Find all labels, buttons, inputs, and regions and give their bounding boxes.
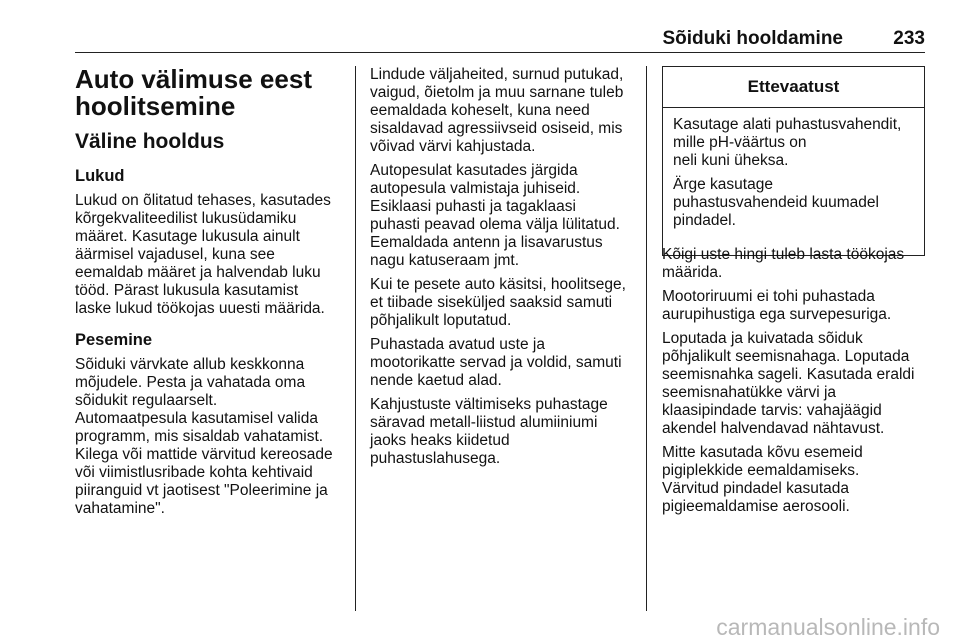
text-line: Lukud on õlitatud tehases, kasutades: [75, 192, 331, 209]
text-line: Kilega või mattide värvitud kereosade: [75, 446, 333, 463]
page-number: 233: [893, 28, 925, 49]
text-line: mille pH-väärtus on: [673, 134, 807, 151]
text-line: neli kuni üheksa.: [673, 152, 789, 169]
section-heading-exterior: Väline hooldus: [75, 130, 225, 153]
text-line: tööd. Pärast lukusula kasutamist: [75, 282, 299, 299]
text-line: Mootoriruumi ei tohi puhastada: [662, 288, 875, 305]
text-line: Kahjustuste vältimiseks puhastage: [370, 396, 608, 413]
paragraph: [673, 116, 914, 170]
text-line: Kasutage alati puhastusvahendit,: [673, 116, 902, 133]
text-line: akendel halvendavad nähtavust.: [662, 420, 885, 437]
paragraph: [370, 396, 640, 468]
page-title-line: Auto välimuse eest: [75, 64, 312, 94]
caution-title: Ettevaatust: [663, 67, 924, 108]
text-line: pigiplekkide eemaldamiseks.: [662, 462, 860, 479]
caution-body: [663, 108, 924, 230]
subheading-locks: Lukud: [75, 167, 125, 185]
paragraph: [370, 276, 640, 330]
text-line: nagu katuseraam jmt.: [370, 252, 520, 269]
text-line: sõidukit regulaarselt.: [75, 392, 218, 409]
watermark-link[interactable]: carmanualsonline.info: [716, 614, 940, 640]
text-line: pigieemaldamise aerosooli.: [662, 498, 850, 515]
text-line: Kõigi uste hingi tuleb lasta töökojas: [662, 246, 905, 263]
paragraph-washing: [75, 356, 350, 518]
section-title: Sõiduki hooldamine: [662, 28, 843, 49]
text-line: laske lukud töökojas uuesti määrida.: [75, 300, 325, 317]
column-divider-right: [646, 66, 647, 611]
text-line: Automaatpesula kasutamisel valida: [75, 410, 318, 427]
text-line: programm, mis sisaldab vahatamist.: [75, 428, 324, 445]
paragraph: [673, 176, 914, 230]
text-line: eemaldab määret ja halvendab luku: [75, 264, 321, 281]
column-3: [662, 246, 927, 522]
text-line: puhastusvahendeid kuumadel: [673, 194, 879, 211]
text-line: vaigud, õietolm ja muu sarnane tuleb: [370, 84, 624, 101]
text-line: Mitte kasutada kõvu esemeid: [662, 444, 863, 461]
paragraph: [370, 336, 640, 390]
text-line: Loputada ja kuivatada sõiduk: [662, 330, 863, 347]
caution-box: [662, 66, 925, 256]
page-title: [75, 66, 350, 120]
text-line: Autopesulat kasutades järgida: [370, 162, 578, 179]
text-line: Kui te pesete auto käsitsi, hoolitsege,: [370, 276, 626, 293]
text-line: säravad metall-liistud alumiiniumi: [370, 414, 598, 431]
text-line: nende kaetud alad.: [370, 372, 502, 389]
paragraph: [662, 246, 927, 282]
paragraph-locks: [75, 192, 350, 318]
text-line: Ärge kasutage: [673, 176, 773, 193]
text-line: Sõiduki värvkate allub keskkonna: [75, 356, 305, 373]
text-line: mootorikatte servad ja voldid, samuti: [370, 354, 622, 371]
text-line: võivad värvi kahjustada.: [370, 138, 536, 155]
column-divider-left: [355, 66, 356, 611]
text-line: äärmisel vajadusel, kuna see: [75, 246, 275, 263]
text-line: klaasipindade tarvis: vahajäägid: [662, 402, 882, 419]
text-line: mõjudele. Pesta ja vahatada oma: [75, 374, 306, 391]
paragraph: [662, 330, 927, 438]
text-line: seemisnahka sageli. Kasutada eraldi: [662, 366, 915, 383]
text-line: või viimistlusribade kohta kehtivaid: [75, 464, 313, 481]
text-line: põhjalikult loputatud.: [370, 312, 512, 329]
text-line: piiranguid vt jaotisest "Poleerimine ja: [75, 482, 328, 499]
paragraph: [662, 444, 927, 516]
text-line: puhasti peavad olema välja lülitatud.: [370, 216, 620, 233]
text-line: aurupihustiga ega survepesuriga.: [662, 306, 892, 323]
paragraph: [662, 288, 927, 324]
column-1: [75, 66, 350, 524]
text-line: Puhastada avatud uste ja: [370, 336, 545, 353]
text-line: Värvitud pindadel kasutada: [662, 480, 849, 497]
text-line: vahatamine".: [75, 500, 165, 517]
text-line: eemaldada koheselt, kuna need: [370, 102, 590, 119]
text-line: puhastuslahusega.: [370, 450, 501, 467]
text-line: pindadel.: [673, 212, 736, 229]
text-line: põhjalikult seemisnahaga. Loputada: [662, 348, 910, 365]
text-line: autopesula valmistaja juhiseid.: [370, 180, 581, 197]
page-header: [75, 28, 925, 53]
text-line: määret. Kasutage lukusula ainult: [75, 228, 300, 245]
subheading-washing: Pesemine: [75, 331, 153, 349]
text-line: sisaldavad agressiivseid osiseid, mis: [370, 120, 623, 137]
page-title-line: hoolitsemine: [75, 91, 236, 121]
paragraph: [370, 162, 640, 270]
text-line: kõrgekvaliteedilist lukusüdamiku: [75, 210, 297, 227]
text-line: jaoks heaks kiidetud: [370, 432, 510, 449]
text-line: Esiklaasi puhasti ja tagaklaasi: [370, 198, 576, 215]
text-line: Eemaldada antenn ja lisavarustus: [370, 234, 603, 251]
text-line: et tiibade siseküljed saaksid samuti: [370, 294, 613, 311]
paragraph: [370, 66, 640, 156]
text-line: Lindude väljaheited, surnud putukad,: [370, 66, 624, 83]
column-2: [370, 66, 640, 474]
text-line: määrida.: [662, 264, 723, 281]
text-line: seemisnahatükke värvi ja: [662, 384, 837, 401]
